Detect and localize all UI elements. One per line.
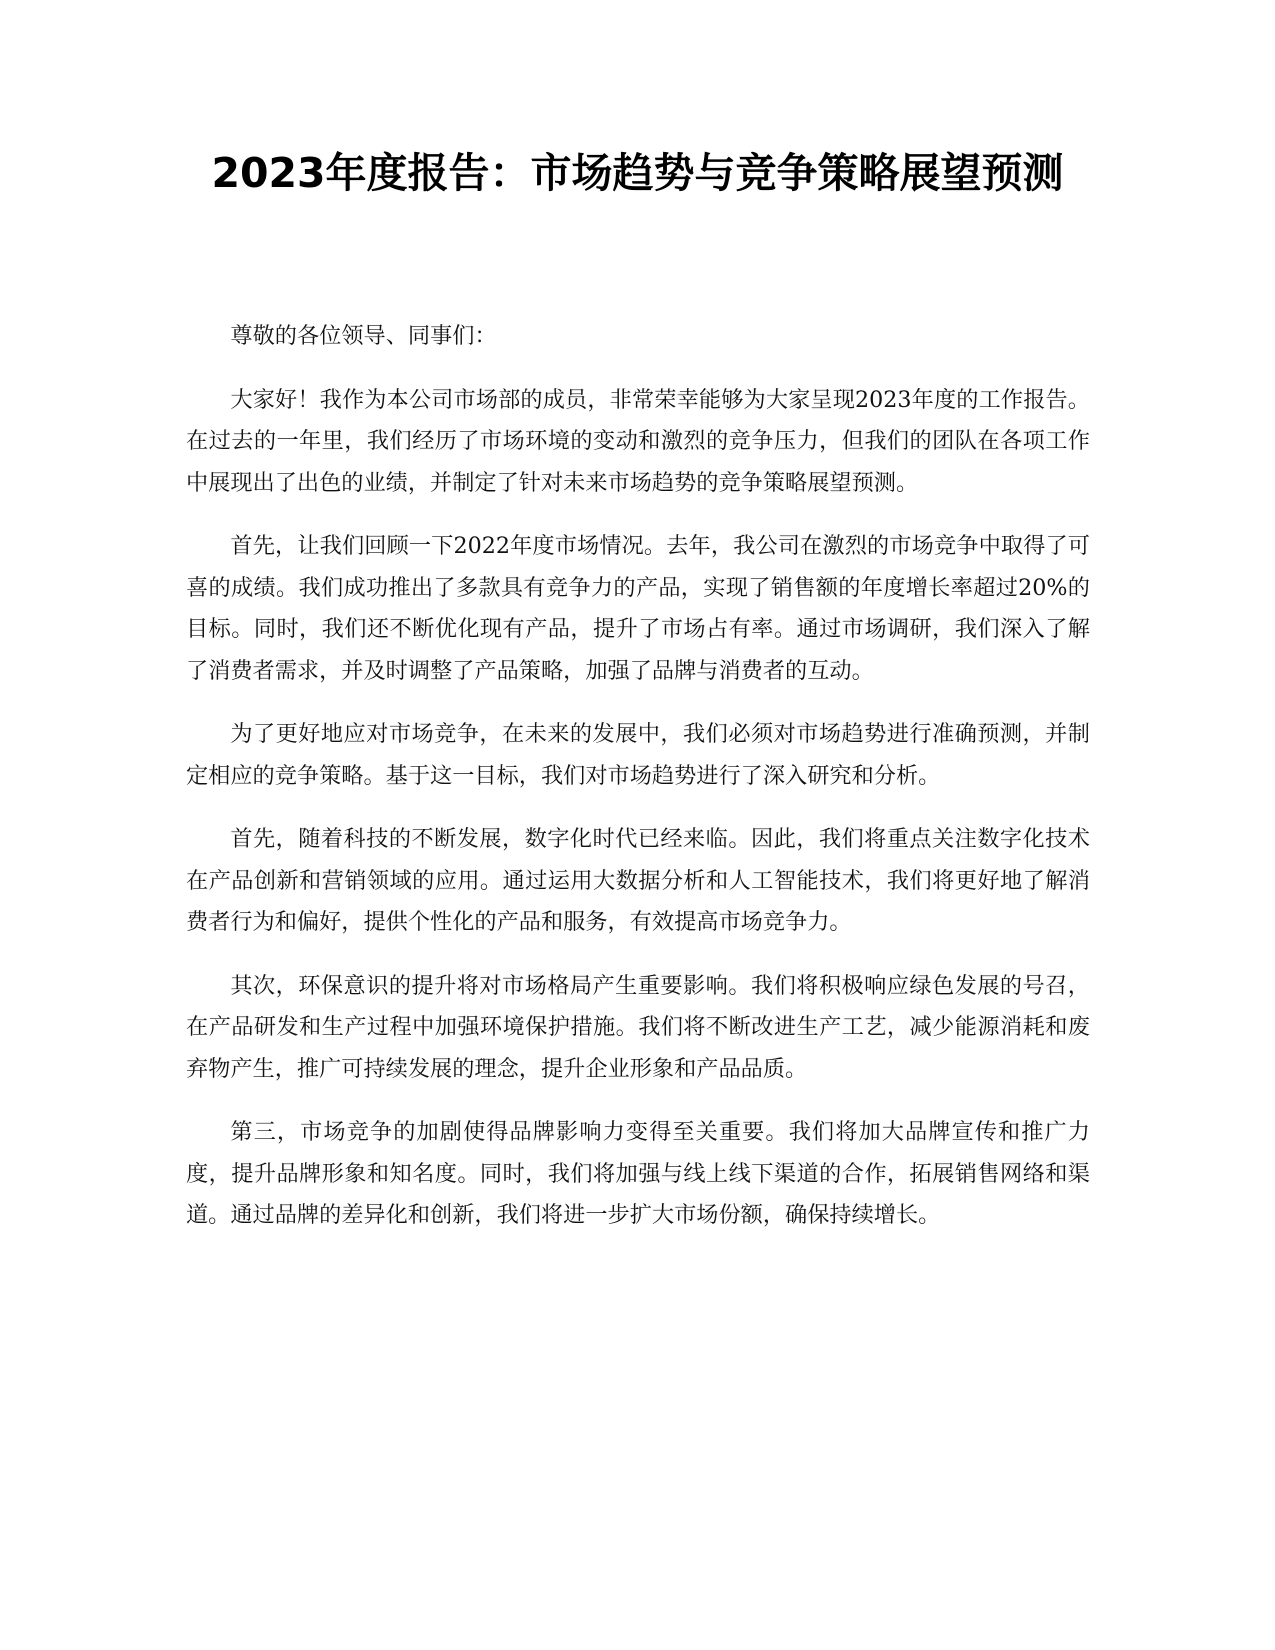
document-body — [186, 316, 1090, 1259]
paragraph-greeting: 尊敬的各位领导、同事们： — [230, 323, 497, 349]
paragraph-digitalization: 首先，随着科技的不断发展，数字化时代已经来临。因此，我们将重点关注数字化技术在产品创新和营销领域的应用。通过运用大数据分析和人工智能技术，我们将更好地了解消费者行为和偏好，提供个性化的产品和服务，有效提高市场竞争力。 — [186, 826, 1090, 935]
paragraph-environment: 其次，环保意识的提升将对市场格局产生重要影响。我们将积极响应绿色发展的号召，在产品研发和生产过程中加强环境保护措施。我们将不断改进生产工艺，减少能源消耗和废弃物产生，推广可持续发展的理念，提升企业形象和产品品质。 — [186, 972, 1090, 1082]
paragraph-forecast-goal: 为了更好地应对市场竞争，在未来的发展中，我们必须对市场趋势进行准确预测，并制定相应的竞争策略。基于这一目标，我们对市场趋势进行了深入研究和分析。 — [186, 721, 1090, 789]
paragraph-review-2022: 首先，让我们回顾一下2022年度市场情况。去年，我公司在激烈的市场竞争中取得了可喜的成绩。我们成功推出了多款具有竞争力的产品，实现了销售额的年度增长率超过20%的目标。同时，我们还不断优化现有产品，提升了市场占有率。通过市场调研，我们深入了解了消费者需求，并及时调整了产品策略，加强了品牌与消费者的互动。 — [186, 533, 1090, 684]
paragraph-intro: 大家好！我作为本公司市场部的成员，非常荣幸能够为大家呈现2023年度的工作报告。在过去的一年里，我们经历了市场环境的变动和激烈的竞争压力，但我们的团队在各项工作中展现出了出色的业绩，并制定了针对未来市场趋势的竞争策略展望预测。 — [186, 386, 1090, 496]
document-title: 2023年度报告：市场趋势与竞争策略展望预测 — [211, 149, 1064, 197]
paragraph-brand: 第三，市场竞争的加剧使得品牌影响力变得至关重要。我们将加大品牌宣传和推广力度，提升品牌形象和知名度。同时，我们将加强与线上线下渠道的合作，拓展销售网络和渠道。通过品牌的差异化和创新，我们将进一步扩大市场份额，确保持续增长。 — [186, 1119, 1090, 1228]
